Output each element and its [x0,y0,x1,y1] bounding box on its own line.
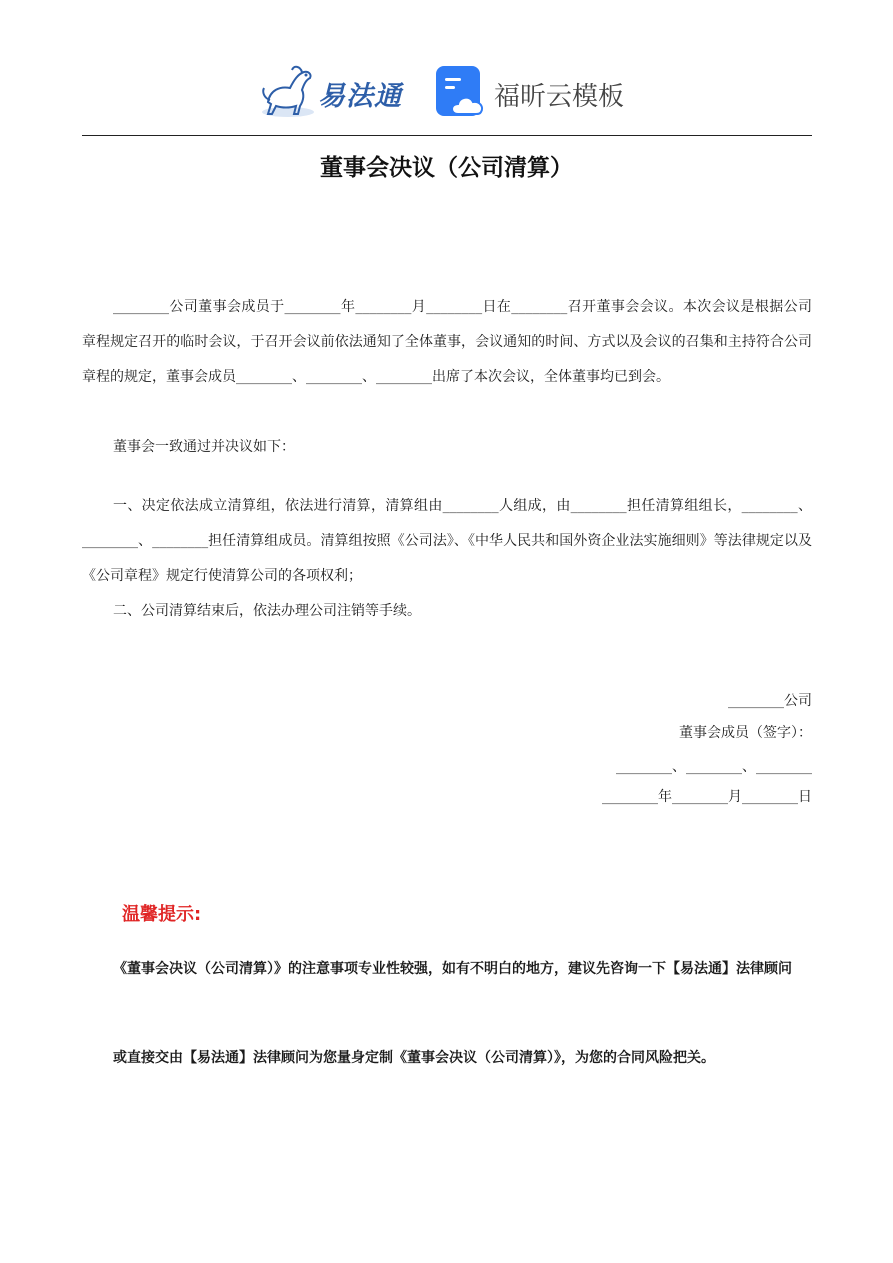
page-header [0,56,893,126]
intro-paragraph: ________公司董事会成员于________年________月________日在________召开董事会会议。本次会议是根据公司章程规定召开的临时会议，于召开会议前依法通知了全体董事，会议通知的时间、方式以及会议的召集和主持符合公司章程的规定，董事会成员________、________、________出席了本次会议，全体董事均已到会。 [82,299,812,385]
header-divider [82,135,812,136]
tip-line-2: 或直接交由【易法通】法律顾问为您量身定制《董事会决议（公司清算）》，为您的合同风险把关。 [113,1050,715,1066]
resolution-item-1: 一、决定依法成立清算组，依法进行清算，清算组由________人组成，由________担任清算组组长，________、________、________担任清算组成员。清算组按照《公司法》、《中华人民共和国外资企业法实施细则》等法律规定以及《公司章程》规定行使清算公司的各项权利； [82,498,812,584]
fuxin-logo-text: 福昕云模板 [494,82,625,112]
fuxin-logo [436,64,646,120]
signature-members-label: 董事会成员（签字）： [679,725,812,741]
resolution-item-2: 二、公司清算结束后，依法办理公司注销等手续。 [113,603,421,619]
horse-logo-icon [258,62,318,120]
yifatong-logo [258,62,418,120]
document-title: 董事会决议（公司清算） [320,155,573,181]
yifatong-logo-text: 易法通 [318,81,402,112]
tip-title: 温馨提示: [122,904,202,925]
signature-company: ________公司 [728,693,812,709]
resolution-intro: 董事会一致通过并决议如下： [113,439,295,455]
signature-members-line: ________、________、________ [616,759,812,775]
cloud-document-icon [436,64,488,118]
tip-line-1: 《董事会决议（公司清算）》的注意事项专业性较强，如有不明白的地方，建议先咨询一下【易法通】法律顾问 [113,961,792,977]
signature-date: ________年________月________日 [602,789,812,805]
